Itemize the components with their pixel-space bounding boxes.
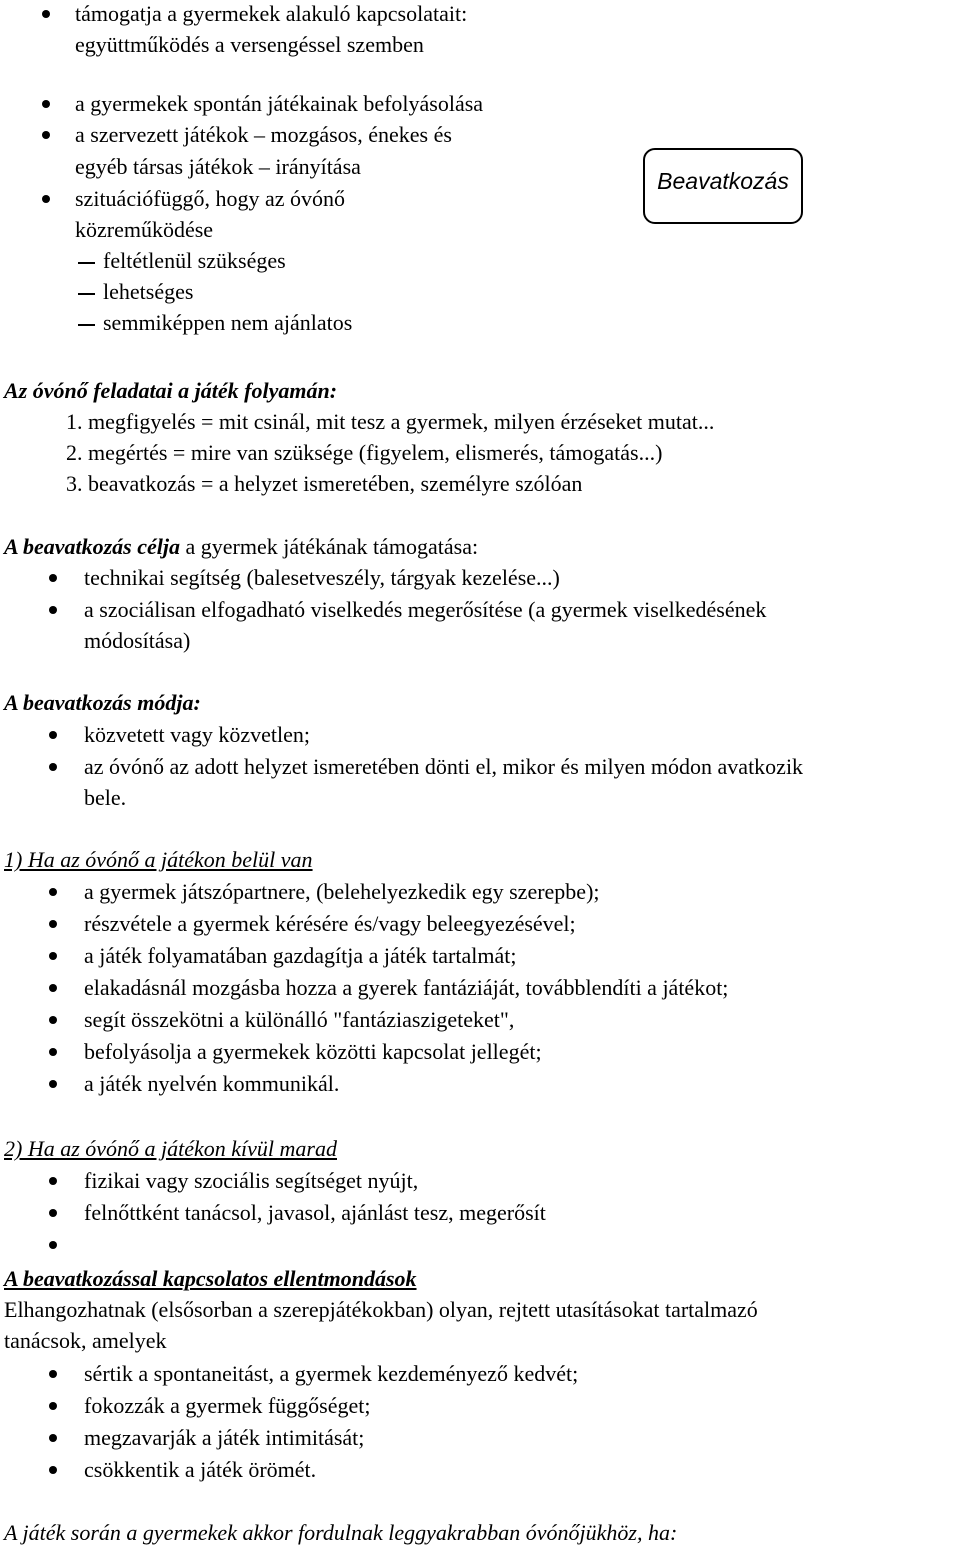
list-item-text: szituációfüggő, hogy az óvónő — [75, 186, 346, 211]
bullet-icon — [42, 100, 50, 108]
list-item-text: befolyásolja a gyermekek közötti kapcsolat jellegét; — [84, 1039, 542, 1064]
bullet-icon — [49, 1177, 57, 1185]
dash-icon — [78, 293, 95, 295]
list-item-text: csökkentik a játék örömét. — [84, 1457, 317, 1482]
section-heading: Az óvónő feladatai a játék folyamán: — [4, 378, 338, 403]
list-item-text: az óvónő az adott helyzet ismeretében dönti el, mikor és milyen módon avatkozik — [84, 754, 804, 779]
bullet-icon — [49, 1048, 57, 1056]
list-item-text: támogatja a gyermekek alakuló kapcsolatait: — [75, 1, 468, 26]
bullet-icon — [49, 1080, 57, 1088]
bullet-icon — [42, 195, 50, 203]
bullet-icon — [49, 952, 57, 960]
section-heading: A beavatkozással kapcsolatos ellentmondások — [4, 1266, 417, 1291]
bullet-icon — [49, 1241, 57, 1249]
bullet-icon — [42, 131, 50, 139]
paragraph-text: tanácsok, amelyek — [4, 1328, 167, 1353]
list-item-text: technikai segítség (balesetveszély, tárgyak kezelése...) — [84, 565, 560, 590]
sub-item-text: feltétlenül szükséges — [103, 248, 286, 273]
list-item-text: a gyermekek spontán játékainak befolyásolása — [75, 91, 484, 116]
bullet-icon — [49, 1434, 57, 1442]
list-item-text: együttműködés a versengéssel szemben — [75, 32, 424, 57]
list-item-text: módosítása) — [84, 628, 191, 653]
bullet-icon — [42, 10, 50, 18]
list-item-text: sértik a spontaneitást, a gyermek kezdeményező kedvét; — [84, 1361, 579, 1386]
bullet-icon — [49, 888, 57, 896]
list-item-text: részvétele a gyermek kérésére és/vagy beleegyezésével; — [84, 911, 576, 936]
list-item-text: a játék nyelvén kommunikál. — [84, 1071, 340, 1096]
list-item-text: a szervezett játékok – mozgásos, énekes és — [75, 122, 452, 147]
bullet-icon — [49, 574, 57, 582]
list-item-text: közvetett vagy közvetlen; — [84, 722, 311, 747]
bullet-icon — [49, 1402, 57, 1410]
numbered-item: 1. megfigyelés = mit csinál, mit tesz a gyermek, milyen érzéseket mutat... — [66, 409, 715, 434]
bullet-icon — [49, 606, 57, 614]
list-item-text: a szociálisan elfogadható viselkedés megerősítése (a gyermek viselkedésének — [84, 597, 767, 622]
sub-item-text: semmiképpen nem ajánlatos — [103, 310, 353, 335]
intervention-box-label: Beavatkozás — [657, 168, 789, 194]
bullet-icon — [49, 1370, 57, 1378]
numbered-item: 2. megértés = mire van szüksége (figyelem, elismerés, támogatás...) — [66, 440, 663, 465]
section-heading: 1) Ha az óvónő a játékon belül van — [4, 847, 313, 872]
list-item-text: felnőttként tanácsol, javasol, ajánlást tesz, megerősít — [84, 1200, 546, 1225]
section-heading-emphasis: A beavatkozás célja — [4, 534, 180, 559]
bullet-icon — [49, 1016, 57, 1024]
list-item-text: megzavarják a játék intimitását; — [84, 1425, 365, 1450]
section-heading — [4, 534, 478, 560]
bullet-icon — [49, 984, 57, 992]
list-item-text: közreműködése — [75, 217, 214, 242]
list-item-text: bele. — [84, 785, 127, 810]
bullet-icon — [49, 731, 57, 739]
closing-sentence: A játék során a gyermekek akkor fordulnak leggyakrabban óvónőjükhöz, ha: — [4, 1520, 678, 1545]
section-heading: A beavatkozás módja: — [4, 690, 201, 715]
bullet-icon — [49, 1466, 57, 1474]
bullet-icon — [49, 1209, 57, 1217]
list-item-text: egyéb társas játékok – irányítása — [75, 154, 361, 179]
bullet-icon — [49, 920, 57, 928]
list-item-text: segít összekötni a különálló "fantáziaszigeteket", — [84, 1007, 515, 1032]
list-item-text: fokozzák a gyermek függőséget; — [84, 1393, 371, 1418]
dash-icon — [78, 262, 95, 264]
dash-icon — [78, 324, 95, 326]
sub-item-text: lehetséges — [103, 279, 194, 304]
intervention-box — [643, 148, 803, 224]
list-item-text: elakadásnál mozgásba hozza a gyerek fantáziáját, továbblendíti a játékot; — [84, 975, 729, 1000]
section-heading-rest: a gyermek játékának támogatása: — [179, 534, 479, 559]
section-heading: 2) Ha az óvónő a játékon kívül marad — [4, 1136, 337, 1161]
bullet-icon — [49, 763, 57, 771]
list-item-text: a gyermek játszópartnere, (belehelyezkedik egy szerepbe); — [84, 879, 600, 904]
numbered-item: 3. beavatkozás = a helyzet ismeretében, személyre szólóan — [66, 471, 583, 496]
list-item-text: a játék folyamatában gazdagítja a játék tartalmát; — [84, 943, 517, 968]
paragraph-text: Elhangozhatnak (elsősorban a szerepjátékokban) olyan, rejtett utasításokat tartalmazó — [4, 1297, 758, 1322]
list-item-text: fizikai vagy szociális segítséget nyújt, — [84, 1168, 419, 1193]
